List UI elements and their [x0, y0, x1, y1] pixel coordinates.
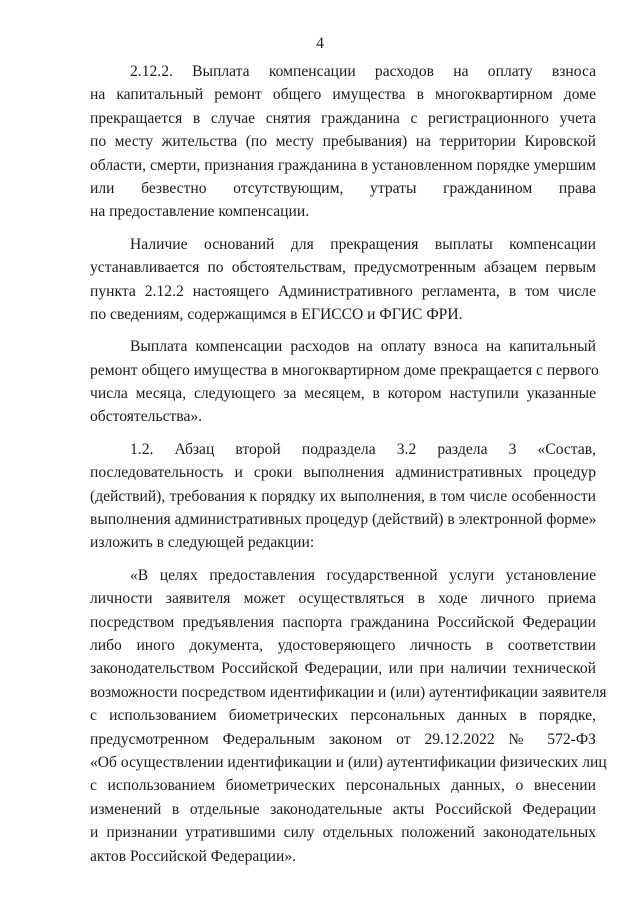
paragraph-identity	[90, 564, 607, 868]
text-line: актов Российской Федерации».	[90, 847, 297, 865]
document-body	[90, 60, 607, 868]
text-line: либо иного документа, удостоверяющего личность в соответствии	[90, 636, 596, 654]
text-line: ремонт общего имущества в многоквартирном доме прекращается с первого	[90, 361, 599, 379]
text-line: и признании утратившими силу отдельных положений законодательных	[90, 824, 596, 842]
text-line: «Об осуществлении идентификации и (или) аутентификации физических лиц	[90, 753, 607, 771]
text-line: изменений в отдельные законодательные акты Российской Федерации	[90, 800, 596, 818]
text-line: пункта 2.12.2 настоящего Административного регламента, в том числе	[90, 282, 596, 300]
text-line: числа месяца, следующего за месяцем, в котором наступили указанные	[90, 385, 596, 403]
text-line: (действий), требования к порядку их выполнения, в том числе особенности	[90, 487, 596, 505]
text-line: возможности посредством идентификации и (или) аутентификации заявителя	[90, 683, 607, 701]
text-line: выполнения административных процедур (действий) в электронной форме»	[90, 511, 597, 529]
text-line: или безвестно отсутствующим, утраты гражданином права	[90, 179, 596, 197]
text-line: посредством предъявления паспорта гражданина Российской Федерации	[90, 613, 596, 631]
text-line: 2.12.2. Выплата компенсации расходов на оплату взноса	[130, 63, 596, 80]
paragraph-1-2	[90, 438, 596, 555]
text-line: законодательством Российской Федерации, или при наличии технической	[90, 660, 596, 678]
text-line: с использованием биометрических персональных данных, о внесении	[90, 777, 596, 795]
text-line: «В целях предоставления государственной услуги установление	[130, 566, 596, 584]
text-line: последовательность и сроки выполнения административных процедур	[90, 464, 596, 482]
text-line: на предоставление компенсации.	[90, 203, 310, 221]
text-line: области, смерти, признания гражданина в установленном порядке умершим	[90, 156, 596, 174]
page-number: 4	[316, 35, 324, 52]
paragraph-grounds	[90, 233, 596, 327]
paragraph-payment-stop	[90, 335, 599, 429]
text-line: изложить в следующей редакции:	[90, 534, 315, 552]
paragraph-2-12-2	[90, 60, 596, 224]
text-line: по сведениям, содержащимся в ЕГИССО и ФГИС ФРИ.	[90, 305, 463, 323]
text-line: Наличие оснований для прекращения выплаты компенсации	[130, 235, 596, 253]
text-line: Выплата компенсации расходов на оплату взноса на капитальный	[130, 338, 596, 356]
text-line: с использованием биометрических персональных данных в порядке,	[90, 707, 596, 725]
text-line: обстоятельства».	[90, 408, 203, 426]
text-line: прекращается в случае снятия гражданина с регистрационного учета	[90, 109, 596, 127]
text-line: предусмотренном Федеральным законом от 29.12.2022 № 572-ФЗ	[90, 730, 596, 748]
text-line: по месту жительства (по месту пребывания) на территории Кировской	[90, 133, 596, 151]
text-line: на капитальный ремонт общего имущества в многоквартирном доме	[90, 86, 596, 104]
text-line: 1.2. Абзац второй подраздела 3.2 раздела 3 «Состав,	[130, 440, 596, 458]
text-line: устанавливается по обстоятельствам, предусмотренным абзацем первым	[90, 259, 596, 277]
text-line: личности заявителя может осуществляться в ходе личного приема	[90, 590, 596, 608]
